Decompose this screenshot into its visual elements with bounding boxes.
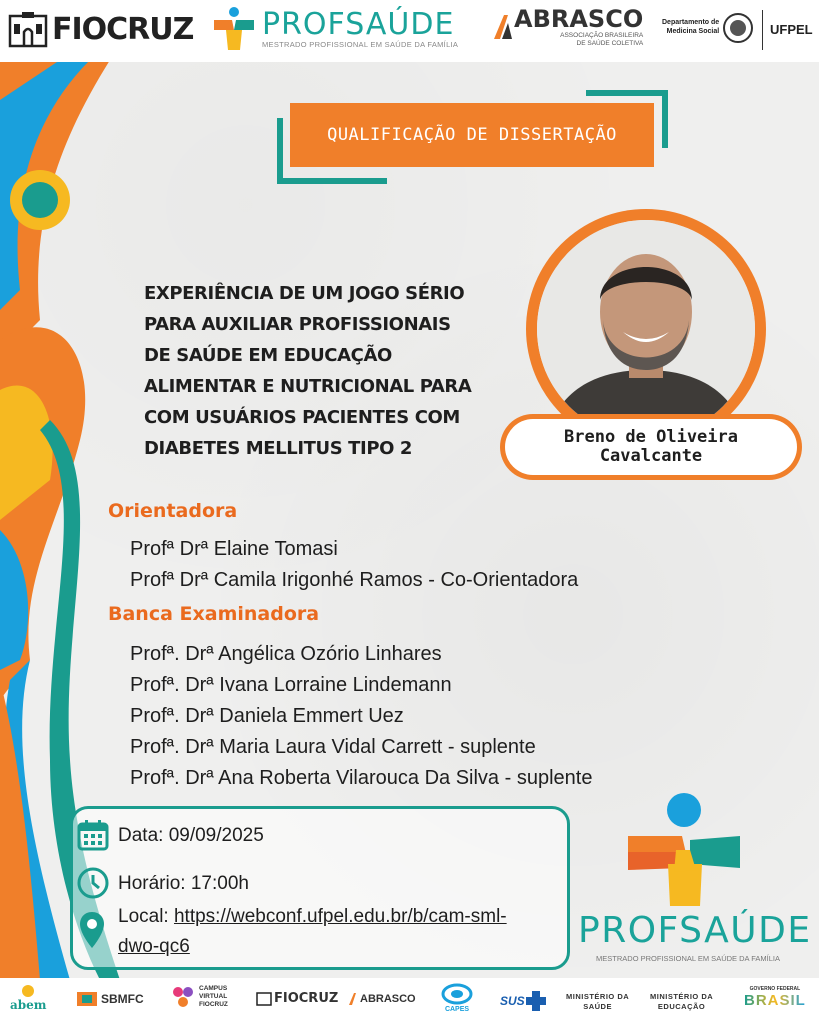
candidate-name-line-2: Cavalcante xyxy=(599,446,703,466)
event-type-banner xyxy=(290,103,654,167)
title-frame-right xyxy=(662,90,668,148)
thesis-line: EXPERIÊNCIA DE UM JOGO SÉRIO xyxy=(144,283,465,304)
sus-logo xyxy=(500,990,547,1012)
footer-logos xyxy=(0,978,819,1024)
abrasco-small-icon xyxy=(348,992,358,1006)
committee-item: Profª. Drª Maria Laura Vidal Carrett - suplente xyxy=(130,736,536,758)
thesis-line: COM USUÁRIOS PACIENTES COM xyxy=(144,407,460,428)
committee-item: Profª. Drª Ivana Lorraine Lindemann xyxy=(130,674,452,696)
thesis-title xyxy=(144,278,514,464)
person-portrait-icon xyxy=(537,220,755,438)
event-location-cont xyxy=(118,936,190,958)
event-time: Horário: 17:00h xyxy=(118,873,249,894)
capes-logo xyxy=(440,982,474,1013)
fiocruz-logo xyxy=(8,10,193,48)
sbmfc-logo xyxy=(76,990,144,1008)
dms-line-2: Medicina Social xyxy=(666,28,720,35)
profsaude-cross-icon xyxy=(210,6,258,52)
ufpel-seal-icon xyxy=(722,12,754,44)
ms-line-1: MINISTÉRIO DA xyxy=(566,992,630,1001)
thesis-line: ALIMENTAR E NUTRICIONAL PARA xyxy=(144,376,472,397)
castle-small-icon xyxy=(256,990,272,1006)
advisor-item: Profª Drª Camila Irigonhé Ramos - Co-Orientadora xyxy=(130,569,579,591)
advisor-item: Profª Drª Elaine Tomasi xyxy=(130,538,338,560)
header-divider xyxy=(762,10,763,50)
candidate-name-tag xyxy=(500,414,802,480)
me-line-2: EDUCAÇÃO xyxy=(657,1002,706,1011)
location-pin-icon xyxy=(78,910,106,950)
dms-logo xyxy=(662,18,719,36)
me-line-1: MINISTÉRIO DA xyxy=(650,992,714,1001)
candidate-name-inner xyxy=(505,419,797,475)
fiocruz-wordmark: FIOCRUZ xyxy=(52,11,194,47)
committee-heading: Banca Examinadora xyxy=(108,603,320,625)
campus-virtual-mark-icon xyxy=(170,984,196,1010)
gov-label: GOVERNO FEDERAL xyxy=(749,986,801,992)
abrasco-wordmark: ABRASCO xyxy=(514,5,644,33)
committee-item: Profª. Drª Daniela Emmert Uez xyxy=(130,705,404,727)
sus-wordmark: SUS xyxy=(500,994,525,1008)
sus-cross-icon xyxy=(525,990,547,1012)
calendar-icon xyxy=(76,818,110,852)
event-type-text: QUALIFICAÇÃO DE DISSERTAÇÃO xyxy=(327,125,617,145)
profsaude-big-cross-icon xyxy=(578,792,798,912)
profsaude-wordmark: PROFSAÚDE xyxy=(262,6,455,42)
profsaude-subtitle: MESTRADO PROFISSIONAL EM SAÚDE DA FAMÍLIA xyxy=(262,39,459,49)
profsaude-big-subtitle: MESTRADO PROFISSIONAL EM SAÚDE DA FAMÍLIA xyxy=(596,954,780,963)
committee-item: Profª. Drª Angélica Ozório Linhares xyxy=(130,643,442,665)
candidate-photo xyxy=(537,220,755,438)
abrasco-sub-1: ASSOCIAÇÃO BRASILEIRA xyxy=(560,32,644,39)
thesis-line: PARA AUXILIAR PROFISSIONAIS xyxy=(144,314,451,335)
thesis-line: DE SAÚDE EM EDUCAÇÃO xyxy=(144,345,392,366)
abrasco-sub-2: DE SAÚDE COLETIVA xyxy=(576,40,644,47)
ufpel-wordmark: UFPEL xyxy=(770,22,813,37)
title-frame-top xyxy=(586,90,668,96)
abrasco-logo xyxy=(492,6,643,48)
advisors-heading: Orientadora xyxy=(108,500,238,522)
sbmfc-wordmark: SBMFC xyxy=(101,992,144,1006)
abrasco-footer-wordmark: ABRASCO xyxy=(360,993,416,1005)
abem-mark-icon xyxy=(18,984,38,998)
campus-line-2: VIRTUAL xyxy=(199,993,228,1000)
fiocruz-footer-wordmark: FIOCRUZ xyxy=(274,990,339,1006)
castle-icon xyxy=(8,10,48,48)
location-label: Local: xyxy=(118,906,174,927)
capes-mark-icon xyxy=(440,982,474,1006)
capes-wordmark: CAPES xyxy=(444,1006,470,1013)
abem-wordmark: abem xyxy=(10,998,47,1012)
committee-item: Profª. Drª Ana Roberta Vilarouca Da Silva - suplente xyxy=(130,767,593,789)
campus-virtual-logo xyxy=(170,984,228,1010)
title-frame-bottom xyxy=(277,178,387,184)
governo-federal-logo xyxy=(744,986,806,1009)
campus-line-3: FIOCRUZ xyxy=(199,1001,228,1008)
ministerio-educacao-logo xyxy=(650,992,713,1012)
header-logos xyxy=(0,0,819,62)
event-location xyxy=(118,906,507,928)
ms-line-2: SAÚDE xyxy=(583,1002,612,1011)
campus-line-1: CAMPUS xyxy=(199,985,228,992)
profsaude-big-logo xyxy=(578,792,812,972)
fiocruz-footer-logo xyxy=(256,990,338,1006)
profsaude-big-wordmark: PROFSAÚDE xyxy=(578,910,812,951)
ministerio-saude-logo xyxy=(566,992,629,1012)
brasil-wordmark: BRASIL xyxy=(744,992,806,1009)
abem-logo xyxy=(10,984,47,1012)
abrasco-mark-icon xyxy=(492,13,514,41)
event-date: Data: 09/09/2025 xyxy=(118,825,264,846)
sbmfc-mark-icon xyxy=(76,990,98,1008)
clock-icon xyxy=(76,866,110,900)
dms-line-1: Departamento de xyxy=(662,19,720,26)
candidate-name-line-1: Breno de Oliveira xyxy=(564,427,738,447)
location-link[interactable]: https://webconf.ufpel.edu.br/b/cam-sml- xyxy=(173,906,507,927)
thesis-line: DIABETES MELLITUS TIPO 2 xyxy=(144,438,413,459)
abrasco-footer-logo xyxy=(348,992,416,1006)
location-link-cont[interactable]: dwo-qc6 xyxy=(118,936,190,957)
profsaude-logo xyxy=(210,6,458,52)
